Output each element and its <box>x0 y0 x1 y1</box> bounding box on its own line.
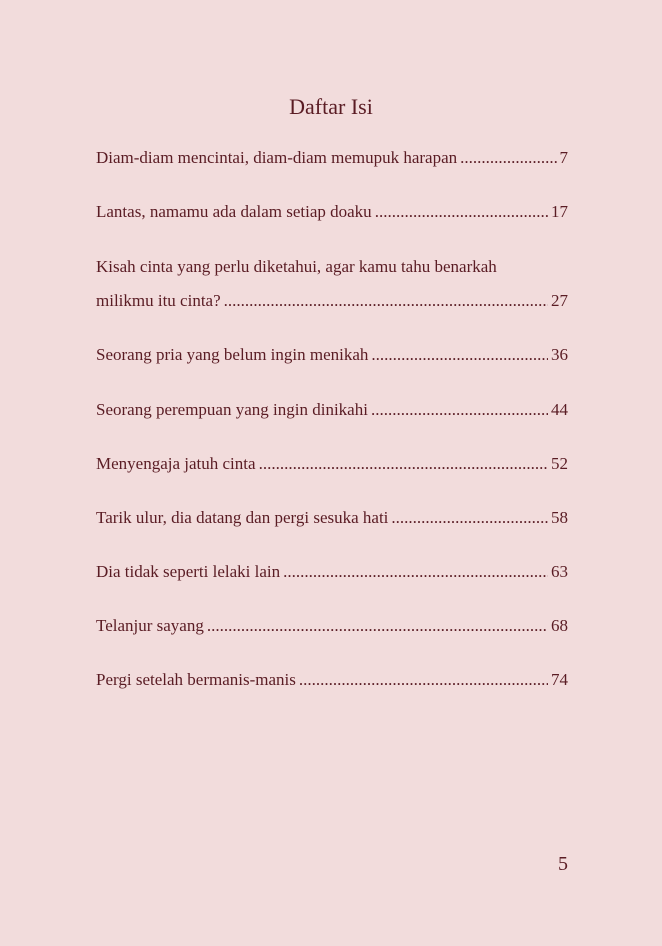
toc-entry-title: Telanjur sayang <box>96 616 204 635</box>
toc-leader-dots <box>371 339 548 371</box>
toc-entry-page: 27 <box>551 291 568 310</box>
toc-entry-title: Tarik ulur, dia datang dan pergi sesuka hati <box>96 508 389 527</box>
toc-entry-title: Pergi setelah bermanis-manis <box>96 670 296 689</box>
toc-entry-title: Lantas, namamu ada dalam setiap doaku <box>96 202 372 221</box>
page-number: 5 <box>558 853 568 875</box>
toc-entry-page: 74 <box>551 670 568 689</box>
toc-leader-dots <box>391 502 548 534</box>
toc-entry-title-line1: Kisah cinta yang perlu diketahui, agar kamu tahu benarkah <box>96 257 497 276</box>
toc-entry <box>96 142 568 174</box>
toc-entry <box>96 664 568 696</box>
toc-entry <box>96 339 568 371</box>
toc-entry-title: Dia tidak seperti lelaki lain <box>96 562 281 581</box>
toc-leader-dots <box>224 285 548 317</box>
toc-entry-title: Diam-diam mencintai, diam-diam memupuk harapan <box>96 148 458 167</box>
toc-entry-page: 52 <box>551 454 568 473</box>
toc-leader-dots <box>460 142 556 174</box>
toc-leader-dots <box>299 664 548 696</box>
toc-entry-page: 44 <box>551 400 568 419</box>
toc-entry-title: milikmu itu cinta? <box>96 291 221 310</box>
toc-entry-page: 63 <box>551 562 568 581</box>
toc-entry-page: 7 <box>559 148 568 167</box>
toc-entry-title: Seorang pria yang belum ingin menikah <box>96 345 369 364</box>
toc-entry-title: Seorang perempuan yang ingin dinikahi <box>96 400 368 419</box>
toc-entry-page: 36 <box>551 345 568 364</box>
toc-leader-dots <box>207 610 548 642</box>
toc-entry <box>96 556 568 588</box>
toc-entry <box>96 502 568 534</box>
toc-leader-dots <box>283 556 548 588</box>
toc-entry-title: Menyengaja jatuh cinta <box>96 454 256 473</box>
toc-leader-dots <box>259 448 548 480</box>
toc-entry-page: 68 <box>551 616 568 635</box>
toc-entry <box>96 448 568 480</box>
page-title: Daftar Isi <box>289 94 373 119</box>
toc-entry-page: 58 <box>551 508 568 527</box>
toc-entry <box>96 251 568 317</box>
toc-leader-dots <box>375 196 548 228</box>
toc-entry <box>96 394 568 426</box>
toc-entry-page: 17 <box>551 202 568 221</box>
toc-entry <box>96 196 568 228</box>
toc-leader-dots <box>371 394 548 426</box>
toc-entry <box>96 610 568 642</box>
